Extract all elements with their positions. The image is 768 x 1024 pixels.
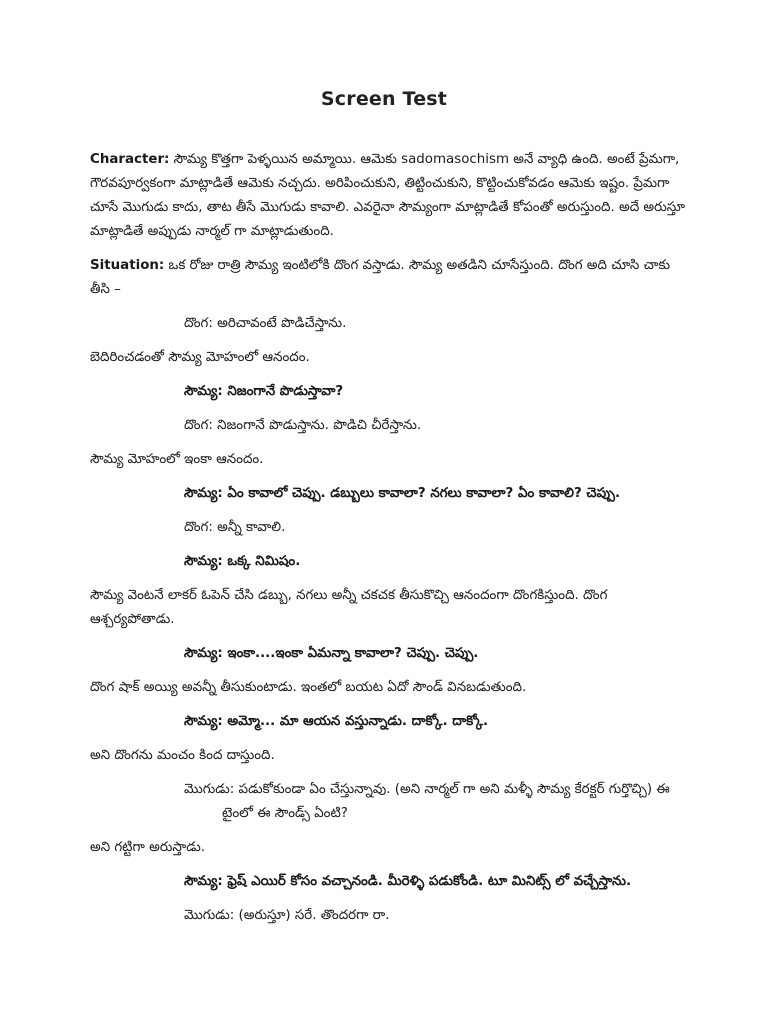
situation-label: Situation: [90, 258, 165, 273]
dialogue-line: మొగుడు: (అరుస్తూ) సరే. తొందరగా రా. [184, 908, 390, 923]
action-line: దొంగ షాక్ అయ్యి అవన్నీ తీసుకుంటాడు. ఇంతలో బయట ఏదో సౌండ్ వినబడుతుంది. [90, 680, 527, 695]
dialogue-line: సౌమ్య: నిజంగానే పొడుస్తావా? [184, 384, 344, 399]
dialogue-line: దొంగ: నిజంగానే పొడుస్తాను. పొడిచి చీరేస్తాను. [184, 418, 422, 433]
page-title: Screen Test [320, 88, 448, 110]
dialogue-line: సౌమ్య: ఇంకా....ఇంకా ఏమన్నా కావాలా? చెప్పు. చెప్పు. [184, 646, 479, 661]
dialogue-line: దొంగ: అరిచావంటే పొడిచేస్తాను. [184, 316, 347, 331]
document-body [90, 148, 686, 938]
action-line: అని గట్టిగా అరుస్తాడు. [90, 840, 205, 855]
action-line: బెదిరించడంతో సౌమ్య మోహంలో ఆనందం. [90, 350, 310, 365]
dialogue-line-wrapped [90, 778, 686, 826]
dialogue-line: సౌమ్య: ఫ్రెష్ ఎయిర్ కోసం వచ్చానండి. మీరెళ్ళి పడుకోండి. టూ మినిట్స్ లో వచ్చేస్తాను. [184, 874, 632, 889]
dialogue-line-continuation: టైంలో ఈ సౌండ్స్ ఏంటి? [222, 806, 348, 821]
situation-paragraph [90, 254, 686, 302]
dialogue-line: సౌమ్య: ఒక్క నిమిషం. [184, 554, 301, 569]
character-paragraph [90, 148, 686, 244]
dialogue-line: సౌమ్య: అమ్మో... మా ఆయన వస్తున్నాడు. దాక్కో. దాక్కో. [184, 714, 489, 729]
dialogue-line: సౌమ్య: ఏం కావాలో చెప్పు. డబ్బులు కావాలా? నగలు కావాలా? ఏం కావాలి? చెప్పు. [184, 486, 621, 501]
situation-text: ఒక రోజు రాత్రి సౌమ్య ఇంటిలోకి దొంగ వస్తాడు. సౌమ్య అతడిని చూసేస్తుంది. దొంగ అది చూసి చాకు తీసి – [90, 258, 671, 297]
action-line: సౌమ్య మోహంలో ఇంకా ఆనందం. [90, 452, 264, 467]
character-label: Character: [90, 152, 170, 167]
character-text: సౌమ్య కొత్తగా పెళ్ళయిన అమ్మాయి. ఆమెకు sadomasochism అనే వ్యాధి ఉంది. అంటే ప్రేమగా, గౌరవపూర్వకంగా మాట్లాడితే ఆమెకు నచ్చదు. అరిపించుకుని, తిట్టించుకుని, కొట్టించుకోవడం ఆమెకు ఇష్టం. ప్రేమగా చూసే మొగుడు కాదు, తాట తీసే మొగుడు కావాలి. ఎవరైనా సౌమ్యంగా మాట్లాడితే కోపంతో అరుస్తుంది. అదే అరుస్తూ మాట్లాడితే అప్పుడు నార్మల్ గా మాట్లాడుతుంది. [90, 152, 686, 239]
action-line: సౌమ్య వెంటనే లాకర్ ఓపెన్ చేసి డబ్బు, నగలు అన్నీ చకచక తీసుకొచ్చి ఆనందంగా దొంగకిస్తుంది. దొంగ ఆశ్చర్యపోతాడు. [90, 588, 608, 627]
action-line: అని దొంగను మంచం కింద దాస్తుంది. [90, 748, 275, 763]
dialogue-line-first: మొగుడు: పడుకోకుండా ఏం చేస్తున్నావు. (అని నార్మల్ గా అని మళ్ళీ సౌమ్య కేరక్టర్ గుర్తొచ్చి) ఈ [184, 782, 670, 797]
dialogue-line: దొంగ: అన్నీ కావాలి. [184, 520, 286, 535]
